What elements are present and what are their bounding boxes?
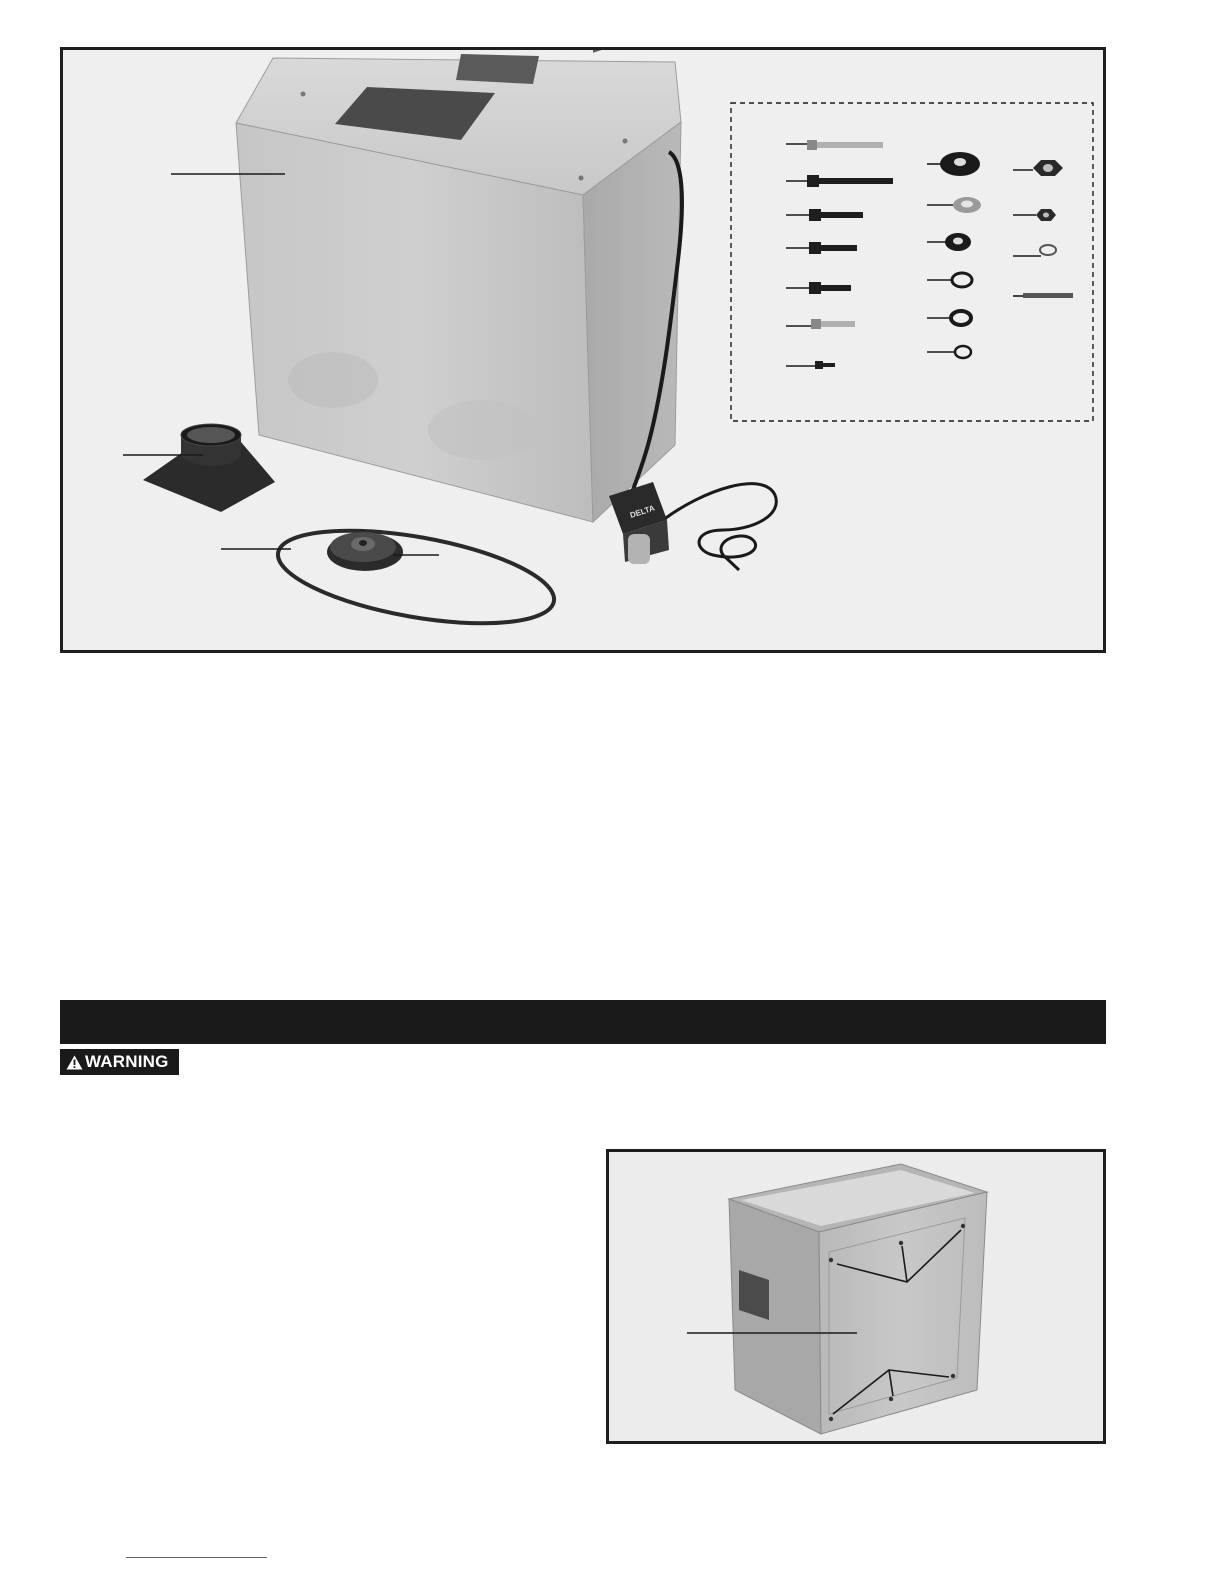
cabinet-top-slot (456, 54, 539, 84)
washer-2 (953, 197, 981, 213)
hardware-box (731, 103, 1093, 421)
cabinet-left-side (729, 1199, 821, 1434)
motor-pulley (327, 532, 403, 571)
nut-set (1023, 160, 1073, 298)
washer-1 (940, 152, 980, 176)
rear-panel (819, 1192, 987, 1434)
bolt-2 (807, 175, 893, 187)
screw-icon (899, 1241, 903, 1245)
cabinet-label-plate (593, 50, 617, 53)
warning-label: WARNING (85, 1052, 169, 1071)
nut-3 (1040, 245, 1056, 255)
bolt-5 (809, 282, 851, 294)
dust-chute (143, 424, 275, 512)
parts-illustration (63, 50, 1103, 650)
bolt-3 (809, 209, 863, 221)
warning-badge (60, 1049, 179, 1075)
drive-belt (271, 513, 561, 640)
cabinet (236, 50, 681, 522)
screw-icon (829, 1417, 833, 1421)
warning-triangle-icon (66, 1055, 83, 1070)
bolt-set (807, 140, 893, 369)
nut-1 (1033, 160, 1063, 176)
section-header-bar (60, 1000, 1106, 1044)
parts-figure (60, 47, 1106, 653)
bolt-7 (815, 361, 835, 369)
cabinet-illustration (609, 1152, 1103, 1441)
washer-6 (955, 346, 971, 358)
screw-icon (829, 1258, 833, 1262)
power-cord-loose (663, 484, 776, 570)
cabinet-figure (606, 1149, 1106, 1444)
washer-4 (952, 273, 972, 287)
screw-icon (961, 1224, 965, 1228)
washer-3 (945, 233, 971, 251)
screw-icon (951, 1374, 955, 1378)
footer-link-rule[interactable] (126, 1557, 267, 1558)
washer-5 (951, 311, 971, 325)
screw-icon (889, 1397, 893, 1401)
nut-2 (1036, 209, 1056, 221)
bolt-1 (807, 140, 883, 150)
washer-set (940, 152, 981, 358)
bolt-6 (811, 319, 855, 329)
key (1023, 293, 1073, 298)
bolt-4 (809, 242, 857, 254)
switch-box (609, 482, 669, 564)
switch-brand-label: DELTA (628, 503, 656, 520)
